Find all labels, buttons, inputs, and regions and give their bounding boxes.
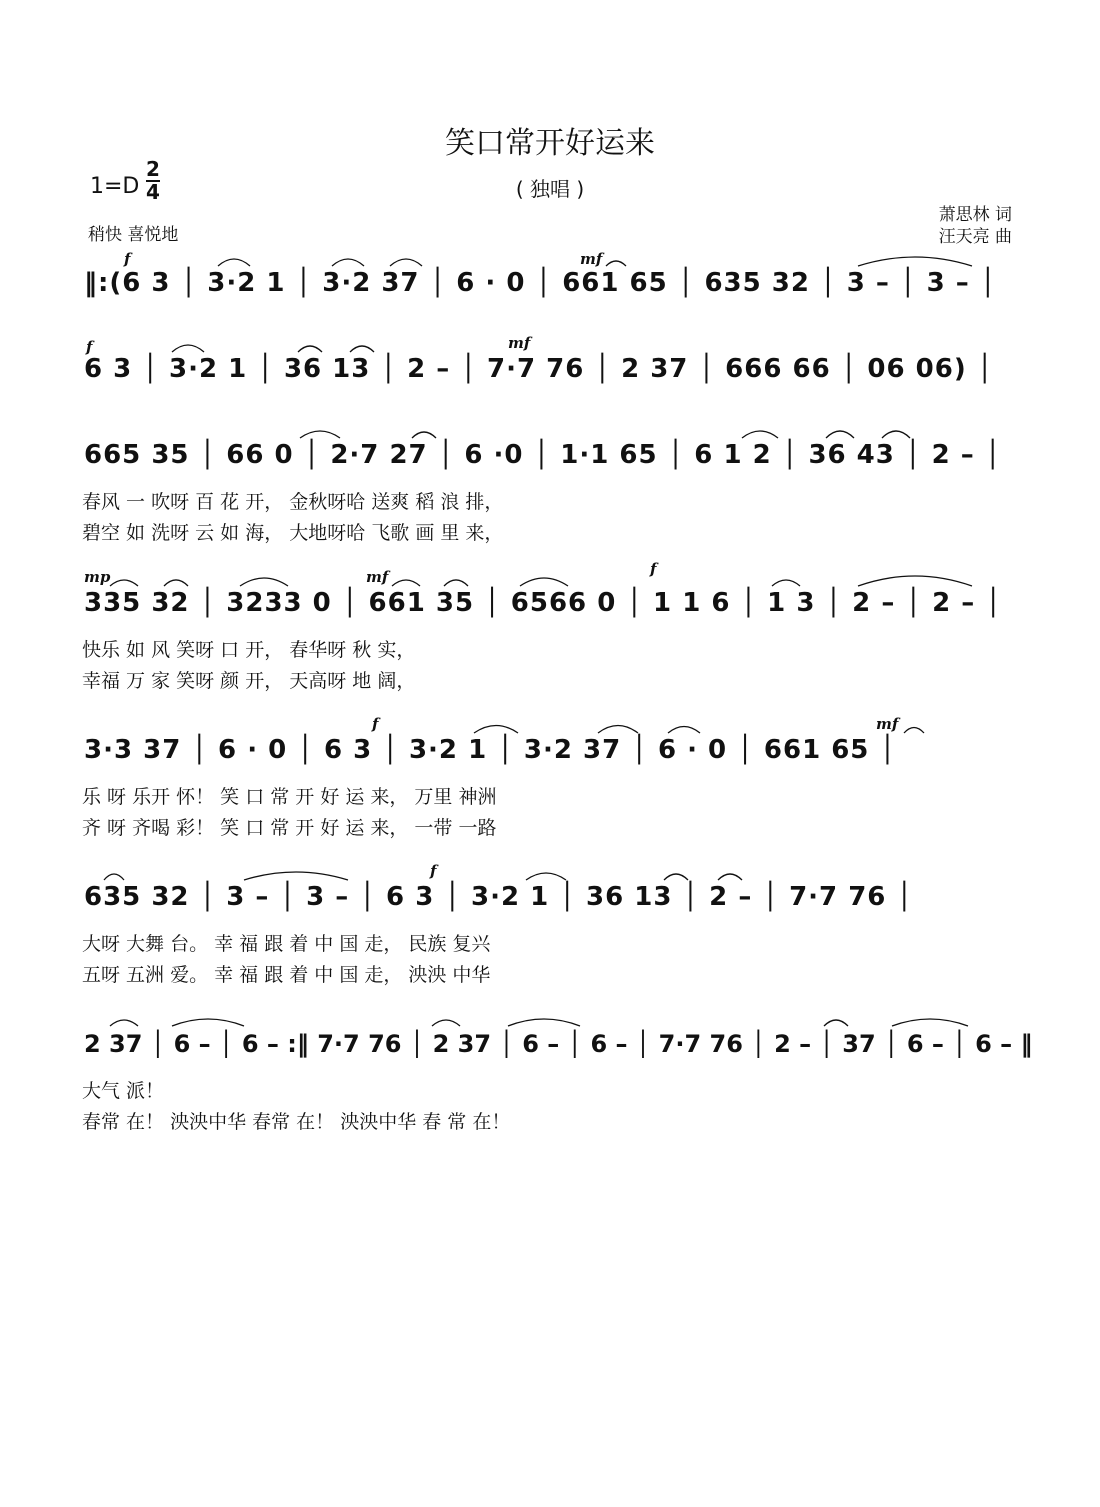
slur — [244, 872, 348, 880]
slur — [104, 874, 124, 880]
song-subtitle: ( 独唱 ) — [515, 177, 585, 201]
lyric-line-7-verse-1: 大气 派！ — [82, 1080, 165, 1102]
slur — [606, 261, 626, 266]
dynamic-mark: mf — [580, 250, 603, 268]
dynamic-mark: f — [650, 560, 657, 578]
lyric-line-6-verse-2: 五呀 五洲 爱。 幸 福 跟 着 中 国 走， 泱泱 中华 — [82, 964, 491, 986]
slur — [300, 431, 340, 438]
slur — [508, 1019, 580, 1026]
lyricist-credit: 萧思林 词 — [938, 205, 1012, 225]
slur — [392, 580, 420, 586]
lyric-line-3-verse-1: 春风 一 吹呀 百 花 开， 金秋呀哈 送爽 稻 浪 排， — [82, 491, 504, 513]
time-signature-top: 2 — [146, 157, 160, 181]
notation-line-6: 635 32 │ 3 – │ 3 – │ 6 3 │ 3·2 1 │ 36 13 │ 2 – │ 7·7 76 │ — [84, 882, 914, 912]
dynamic-mark: f — [86, 338, 93, 356]
slur — [432, 1020, 460, 1026]
slur — [824, 1020, 848, 1026]
slur — [332, 259, 364, 266]
notation-line-7: 2 37 │ 6 – │ 6 – :‖ 7·7 76 │ 2 37 │ 6 – │ 6 – │ 7·7 76 │ 2 – │ 37 │ 6 – │ 6 – ‖ — [84, 1030, 1033, 1058]
slur — [858, 257, 972, 266]
dynamic-mark: mf — [366, 568, 389, 586]
slur — [668, 727, 700, 734]
slur — [882, 431, 910, 438]
notation-line-3: 665 35 │ 66 0 │ 2·7 27 │ 6 ·0 │ 1·1 65 │ 6 1 2 │ 36 43 │ 2 – │ — [84, 440, 1002, 470]
slur — [172, 345, 204, 352]
dynamic-mark: mp — [84, 568, 111, 586]
slur — [772, 580, 800, 586]
slur — [164, 580, 188, 586]
lyric-line-4-verse-2: 幸福 万 家 笑呀 颜 开， 天高呀 地 阔， — [82, 670, 416, 692]
slur — [172, 1019, 244, 1026]
slur — [520, 578, 568, 586]
slur — [598, 726, 638, 734]
slur — [412, 432, 436, 438]
lyric-line-4-verse-1: 快乐 如 风 笑呀 口 开， 春华呀 秋 实， — [82, 639, 416, 661]
lyric-line-7-verse-2: 春常 在！ 泱泱中华 春常 在！ 泱泱中华 春 常 在！ — [82, 1111, 511, 1133]
dynamic-mark: f — [124, 250, 131, 268]
dynamic-mark: mf — [508, 334, 531, 352]
slur — [526, 873, 566, 880]
slur — [664, 874, 688, 880]
slur — [240, 578, 288, 586]
lyric-line-5-verse-2: 齐 呀 齐喝 彩！ 笑 口 常 开 好 运 来， 一带 一路 — [82, 817, 497, 839]
notation-line-1: ‖:(6 3 │ 3·2 1 │ 3·2 37 │ 6 · 0 │ 661 65 │ 635 32 │ 3 – │ 3 – │ — [84, 268, 997, 298]
tempo-marking: 稍快 喜悦地 — [88, 225, 179, 245]
slur — [298, 346, 322, 352]
lyric-line-6-verse-1: 大呀 大舞 台。 幸 福 跟 着 中 国 走， 民族 复兴 — [82, 933, 491, 955]
slur — [892, 1019, 968, 1026]
slur — [110, 580, 138, 586]
song-title: 笑口常开好运来 — [445, 126, 655, 161]
slur — [110, 1020, 138, 1026]
key-signature: 1=D — [90, 174, 140, 199]
slur — [218, 259, 250, 266]
slur — [904, 728, 924, 734]
notation-line-2: 6 3 │ 3·2 1 │ 36 13 │ 2 – │ 7·7 76 │ 2 37 │ 666 66 │ 06 06) │ — [84, 354, 994, 384]
slur — [742, 431, 778, 438]
lyric-line-5-verse-1: 乐 呀 乐开 怀！ 笑 口 常 开 好 运 来， 万里 神洲 — [82, 786, 497, 808]
slur — [858, 576, 972, 586]
dynamic-mark: mf — [876, 715, 899, 733]
slur — [718, 874, 742, 880]
composer-credit: 汪天亮 曲 — [938, 227, 1012, 247]
dynamic-mark: f — [372, 715, 379, 733]
slur — [474, 726, 518, 734]
slur — [826, 431, 854, 438]
slur — [390, 259, 422, 266]
slur — [350, 346, 374, 352]
notation-line-5: 3·3 37 │ 6 · 0 │ 6 3 │ 3·2 1 │ 3·2 37 │ 6 · 0 │ 661 65 │ — [84, 735, 897, 765]
slur — [444, 580, 468, 586]
notation-line-4: 335 32 │ 3233 0 │ 661 35 │ 6566 0 │ 1 1 6 │ 1 3 │ 2 – │ 2 – │ — [84, 588, 1002, 618]
time-signature-bottom: 4 — [146, 180, 160, 204]
dynamic-mark: f — [430, 862, 437, 880]
lyric-line-3-verse-2: 碧空 如 洗呀 云 如 海， 大地呀哈 飞歌 画 里 来， — [82, 522, 504, 544]
